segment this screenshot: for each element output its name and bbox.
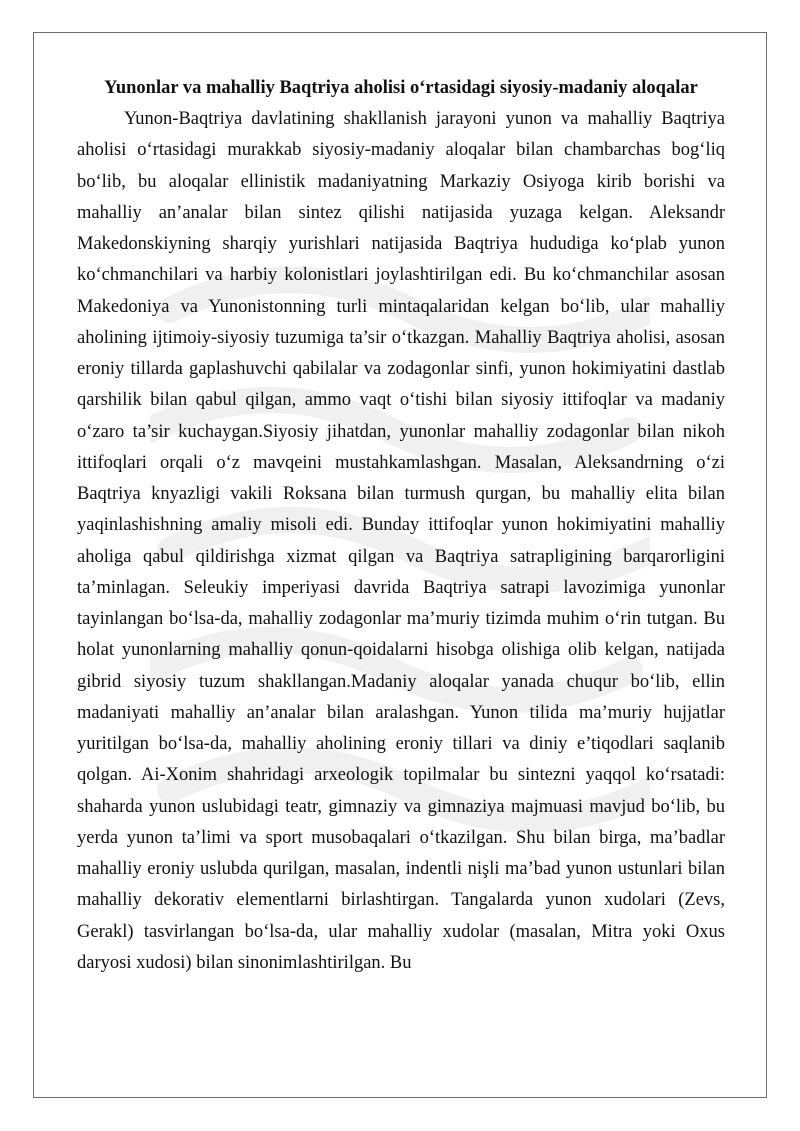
document-body (77, 73, 725, 979)
document-title: Yunonlar va mahalliy Baqtriya aholisi o‘rtasidagi siyosiy-madaniy aloqalar (104, 78, 698, 98)
body-paragraph: Yunon-Baqtriya davlatining shakllanish jarayoni yunon va mahalliy Baqtriya aholisi o‘rtasidagi murakkab siyosiy-madaniy aloqalar bilan chambarchas bog‘liq bo‘lib, bu aloqalar ellinistik madaniyatning Markaziy Osiyoga kirib borishi va mahalliy an’analar bilan sintez qilishi natijasida yuzaga kelgan. Aleksandr Makedonskiyning sharqiy yurishlari natijasida Baqtriya hududiga ko‘plab yunon ko‘chmanchilari va harbiy kolonistlari joylashtirilgan edi. Bu ko‘chmanchilar asosan Makedoniya va Yunonistonning turli mintaqalaridan kelgan bo‘lib, ular mahalliy aholining ijtimoiy-siyosiy tuzumiga ta’sir o‘tkazgan. Mahalliy Baqtriya aholisi, asosan eroniy tillarda gaplashuvchi qabilalar va zodagonlar sinfi, yunon hokimiyatini dastlab qarshilik bilan qabul qilgan, ammo vaqt o‘tishi bilan siyosiy ittifoqlar va madaniy o‘zaro ta’sir kuchaygan.Siyosiy jihatdan, yunonlar mahalliy zodagonlar bilan nikoh ittifoqlari orqali o‘z mavqeini mustahkamlashgan. Masalan, Aleksandrning o‘zi Baqtriya knyazligi vakili Roksana bilan turmush qurgan, bu mahalliy elita bilan yaqinlashishning amaliy misoli edi. Bunday ittifoqlar yunon hokimiyatini mahalliy aholiga qabul qildirishga xizmat qilgan va Baqtriya satrapligining barqarorligini ta’minlagan. Seleukiy imperiyasi davrida Baqtriya satrapi lavozimiga yunonlar tayinlangan bo‘lsa-da, mahalliy zodagonlar ma’muriy tizimda muhim o‘rin tutgan. Bu holat yunonlarning mahalliy qonun-qoidalarni hisobga olishiga olib kelgan, natijada gibrid siyosiy tuzum shakllangan.Madaniy aloqalar yanada chuqur bo‘lib, ellin madaniyati mahalliy an’analar bilan aralashgan. Yunon tilida ma’muriy hujjatlar yuritilgan bo‘lsa-da, mahalliy aholining eroniy tillari va diniy e’tiqodlari saqlanib qolgan. Ai-Xonim shahridagi arxeologik topilmalar bu sintezni yaqqol ko‘rsatadi: shaharda yunon uslubidagi teatr, gimnaziy va gimnaziya majmuasi mavjud bo‘lib, bu yerda yunon ta’limi va sport musobaqalari o‘tkazilgan. Shu bilan birga, ma’badlar mahalliy eroniy uslubda qurilgan, masalan, indentli nişli ma’bad yunon ustunlari bilan mahalliy dekorativ elementlarni birlashtirgan. Tangalarda yunon xudolari (Zevs, Gerakl) tasvirlangan bo‘lsa-da, ular mahalliy xudolar (masalan, Mitra yoki Oxus daryosi xudosi) bilan sinonimlashtirilgan. Bu (77, 109, 725, 973)
